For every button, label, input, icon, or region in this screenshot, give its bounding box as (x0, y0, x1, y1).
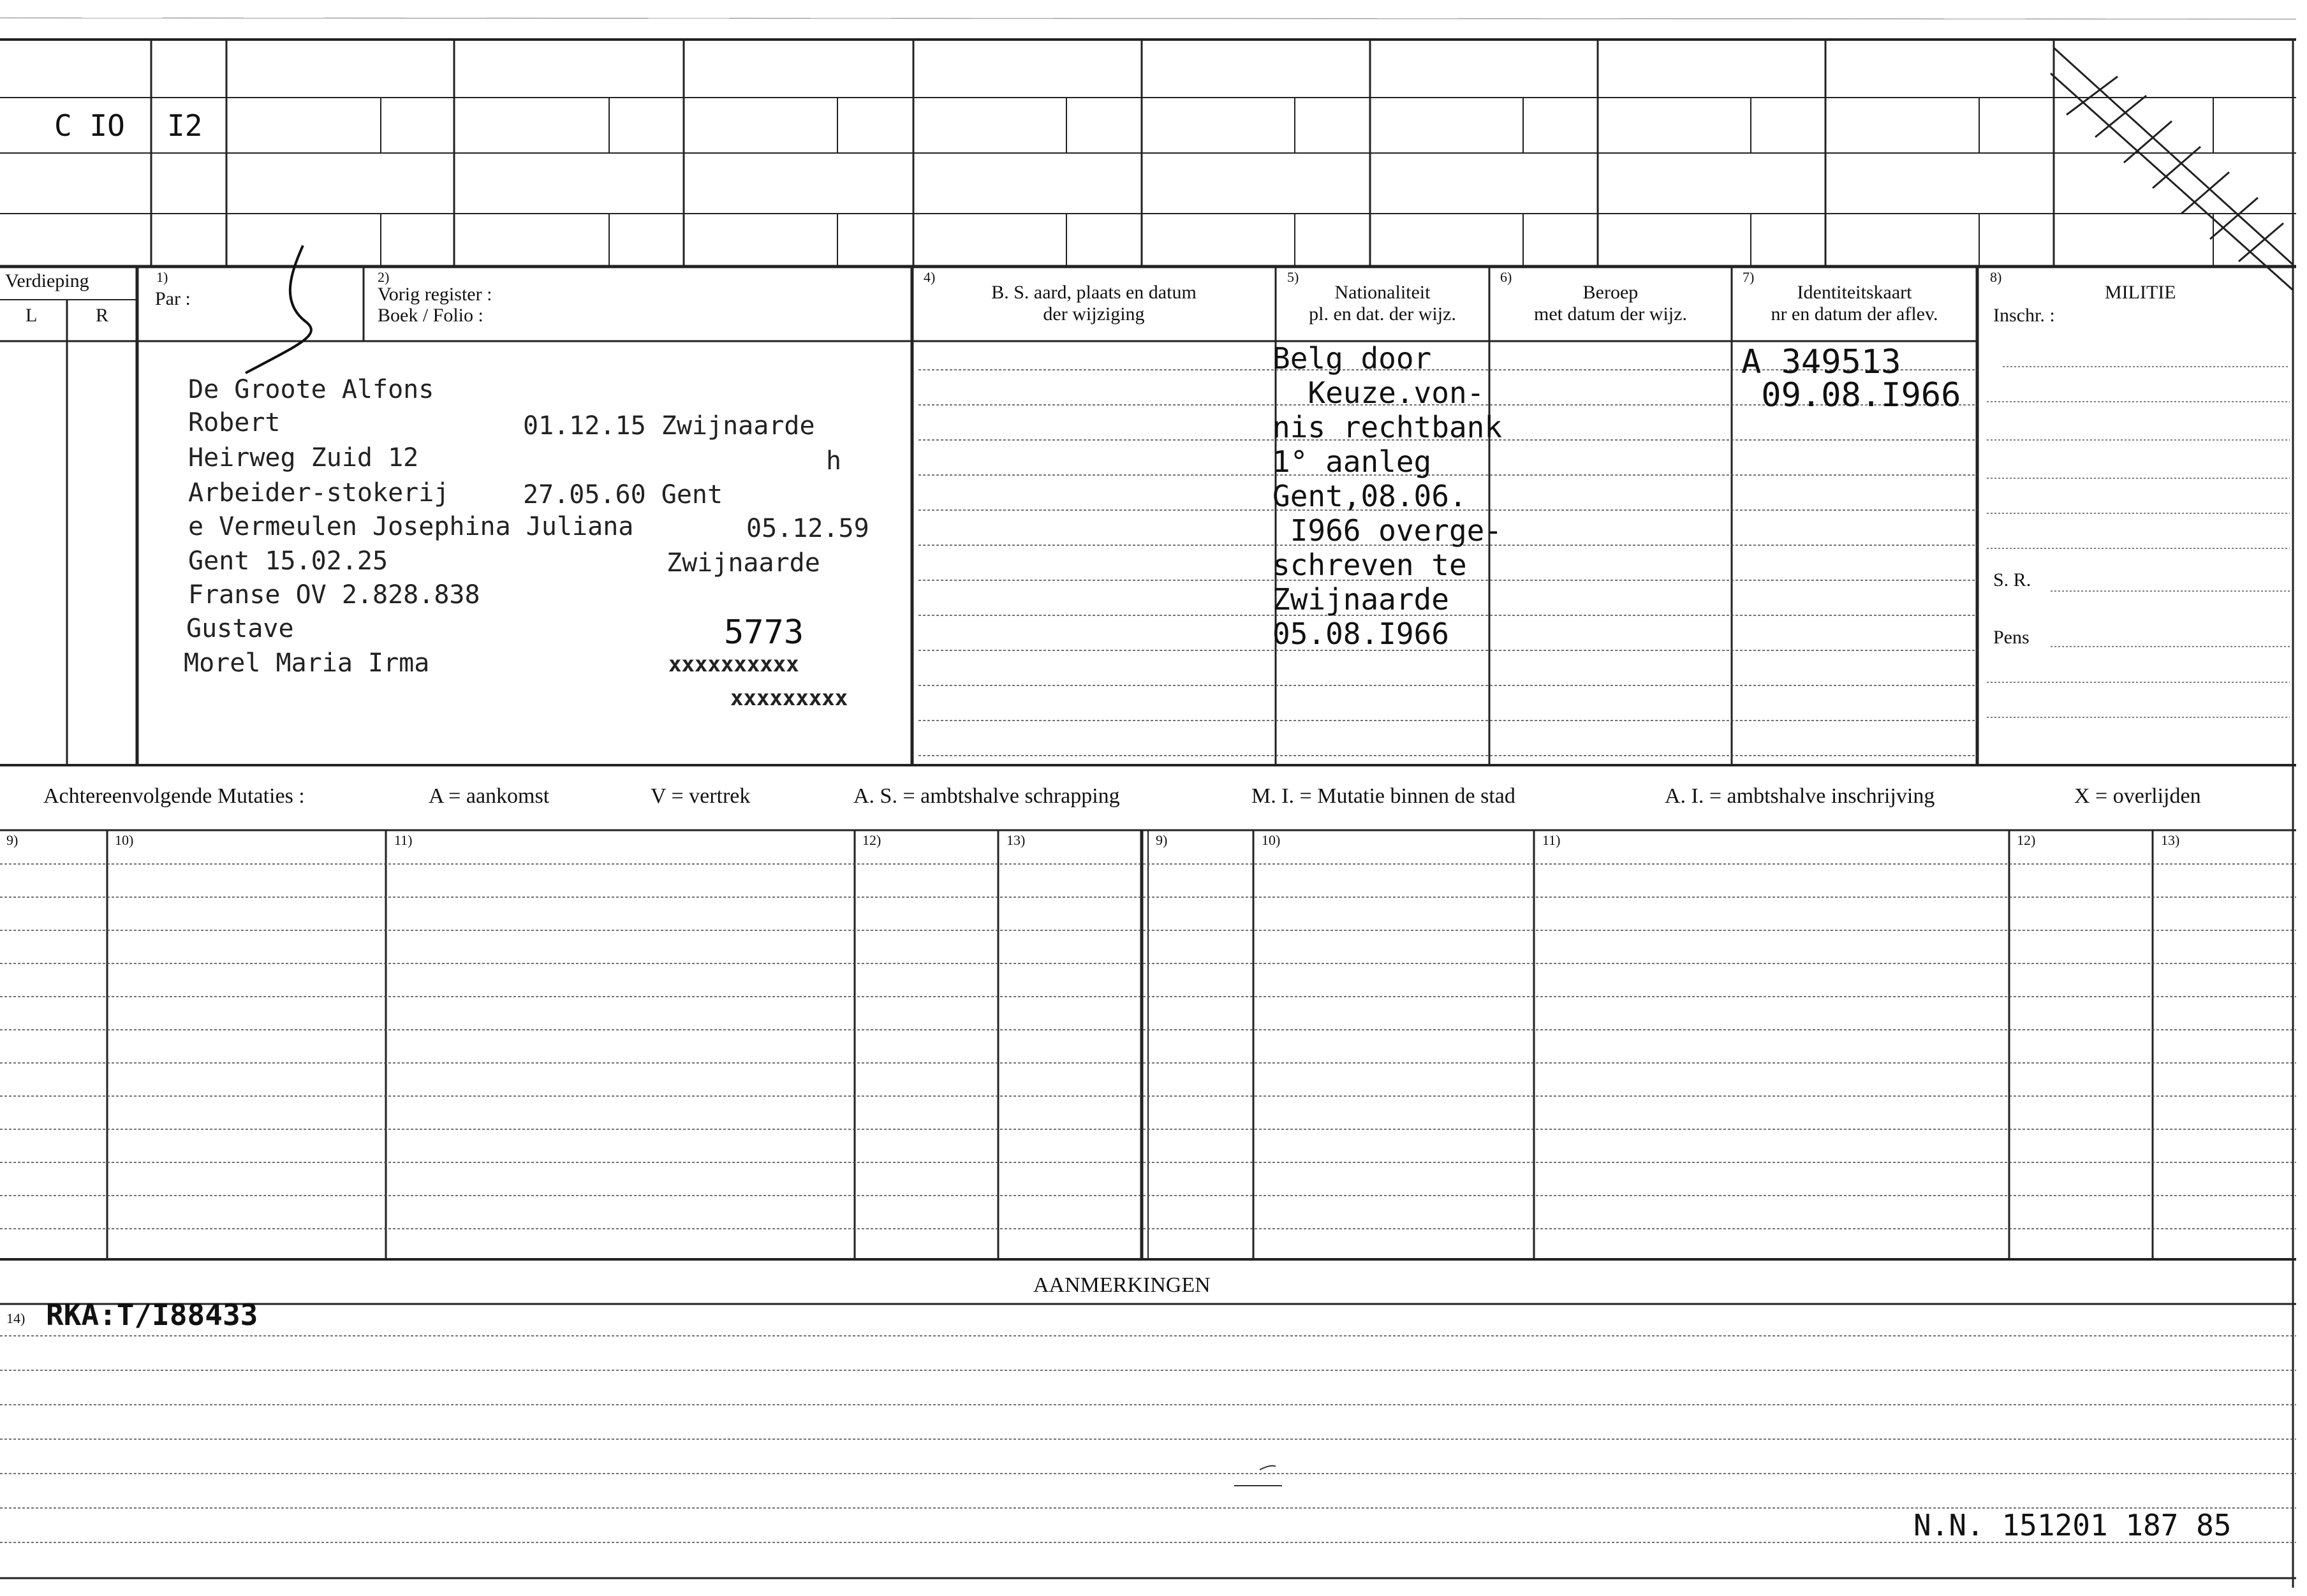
identity-card-date: 09.08.I966 (1741, 376, 1961, 414)
nn-number: N.N. 151201 187 85 (1913, 1508, 2232, 1542)
person-second-name: Robert (188, 408, 281, 437)
mutation-col-number: 10) (1262, 832, 1281, 848)
legend-ex-officio-removal: A. S. = ambtshalve schrapping (853, 784, 1120, 808)
mutation-col-number: 13) (2161, 832, 2180, 848)
mutation-col-number: 11) (1542, 832, 1561, 848)
militie-label: MILITIE (2105, 282, 2176, 303)
mutation-col-number: 10) (115, 832, 134, 848)
nationality-document: Franse OV 2.828.838 (188, 580, 480, 610)
col-2-number: 2) (378, 269, 390, 285)
address-marker: h (826, 446, 842, 476)
bs-label-1: B. S. aard, plaats en datum (991, 282, 1197, 303)
register-number: I2 (167, 108, 203, 143)
legend-ex-officio-registration: A. I. = ambtshalve inschrijving (1665, 784, 1935, 808)
identity-card-number: A 349513 (1741, 343, 1901, 381)
legend-departure: V = vertrek (651, 784, 751, 808)
mutation-col-number: 13) (1006, 832, 1026, 848)
nationality-entry (1272, 341, 1502, 651)
spouse-date: 05.12.59 (746, 514, 869, 543)
sr-label: S. R. (1993, 569, 2031, 590)
col-5-number: 5) (1287, 269, 1299, 285)
mutation-col-number: 12) (862, 832, 881, 848)
remarks-number: 14) (6, 1310, 26, 1326)
struck-text-1: xxxxxxxxxx (668, 652, 799, 677)
beroep-label-1: Beroep (1582, 282, 1639, 303)
pens-label: Pens (1993, 627, 2030, 648)
vorig-register-label: Vorig register : (378, 284, 492, 305)
par-label: Par : (155, 288, 191, 309)
boek-folio-label: Boek / Folio : (378, 305, 483, 326)
spouse-birth-place: Zwijnaarde (667, 548, 820, 578)
mutation-col-number: 9) (1156, 832, 1168, 848)
nationality-line: I966 overge- (1272, 513, 1503, 548)
r-label: R (96, 305, 109, 326)
spouse: e Vermeulen Josephina Juliana (188, 512, 634, 541)
mutations-title: Achtereenvolgende Mutaties : (43, 784, 305, 808)
l-label: L (26, 305, 38, 326)
nationality-line: 05.08.I966 (1272, 617, 1449, 651)
nationality-line: 1° aanleg (1272, 444, 1432, 479)
identiteitskaart-label-2: nr en datum der aflev. (1771, 304, 1938, 325)
nationaliteit-label-1: Nationaliteit (1334, 282, 1431, 303)
struck-text-2: xxxxxxxxx (730, 685, 848, 711)
birth-date-place: 01.12.15 Zwijnaarde (523, 411, 815, 441)
remarks-text: RKA:T/I88433 (46, 1298, 258, 1332)
mutation-col-number: 9) (6, 832, 18, 848)
nationality-line: Zwijnaarde (1272, 582, 1449, 617)
legend-city-mutation: M. I. = Mutatie binnen de stad (1251, 784, 1515, 808)
address: Heirweg Zuid 12 (188, 443, 419, 472)
spouse-birth: Gent 15.02.25 (188, 546, 388, 576)
identiteitskaart-label-1: Identiteitskaart (1797, 282, 1912, 303)
col-4-number: 4) (924, 269, 936, 285)
mother-name: Morel Maria Irma (184, 648, 430, 678)
nationality-line: Gent,08.06. (1272, 479, 1467, 513)
reference-number: 5773 (724, 613, 804, 652)
legend-arrival: A = aankomst (429, 784, 550, 808)
nationality-line: Keuze.von- (1272, 376, 1485, 410)
nationality-line: Belg door (1272, 341, 1432, 376)
nationality-line: nis rechtbank (1272, 410, 1503, 444)
inschr-label: Inschr. : (1993, 305, 2055, 326)
occupation-date: 27.05.60 Gent (523, 480, 723, 509)
mutation-col-number: 12) (2017, 832, 2036, 848)
nationaliteit-label-2: pl. en dat. der wijz. (1309, 304, 1456, 325)
bs-label-2: der wijziging (1043, 304, 1145, 325)
person-name: De Groote Alfons (188, 375, 434, 404)
beroep-label-2: met datum der wijz. (1534, 304, 1687, 325)
nationality-line: schreven te (1272, 548, 1467, 582)
register-code: C IO (54, 108, 125, 143)
verdieping-label: Verdieping (5, 270, 89, 291)
col-1-number: 1) (156, 269, 168, 285)
occupation: Arbeider-stokerij (188, 478, 450, 508)
father-name: Gustave (186, 614, 294, 643)
legend-death: X = overlijden (2074, 784, 2201, 808)
remarks-title: AANMERKINGEN (1033, 1273, 1211, 1297)
col-8-number: 8) (1990, 269, 2002, 285)
col-7-number: 7) (1743, 269, 1755, 285)
col-6-number: 6) (1500, 269, 1512, 285)
mutation-col-number: 11) (394, 832, 413, 848)
